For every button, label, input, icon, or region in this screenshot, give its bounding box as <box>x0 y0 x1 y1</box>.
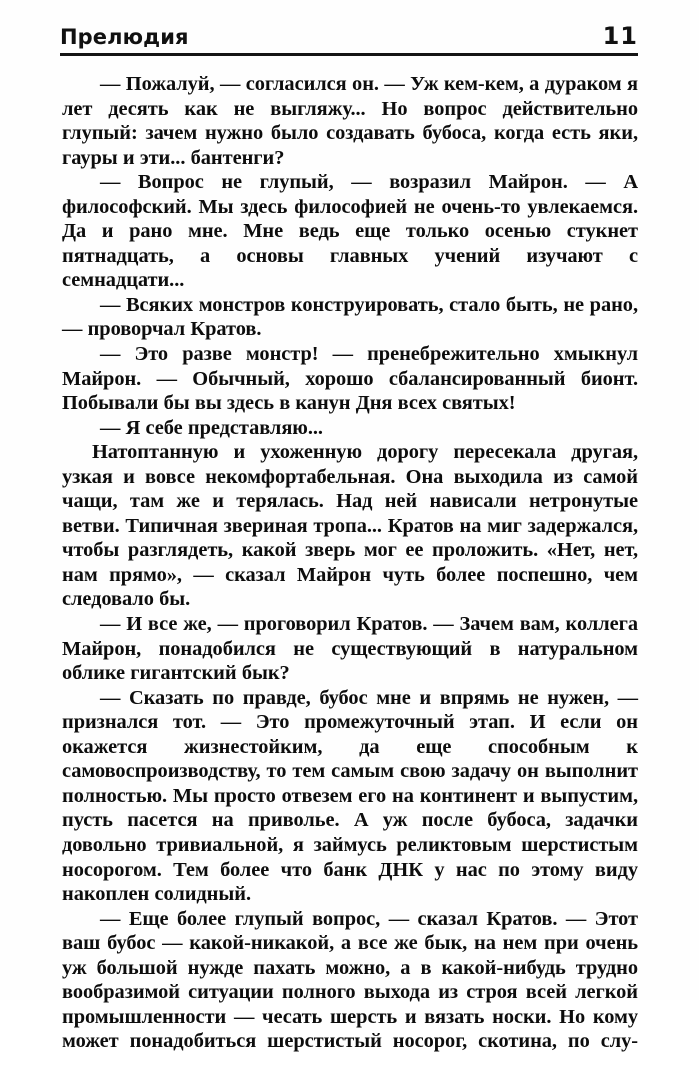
paragraph: — Еще более глупый вопрос, — сказал Кратов. — Этот ваш бубос — какой-никакой, а все же бык, на нем при очень уж большой нужде пахать можно, а в какой-нибудь трудно вообразимой ситуации полного выхода из строя всей легкой промышленности — чесать шерсть и вязать носки. Но кому может понадобиться шерстистый носорог, скотина, по слу- <box>62 907 638 1053</box>
body-text <box>62 72 638 1078</box>
paragraph: — Я себе представляю... <box>100 416 323 439</box>
paragraph: Натоптанную и ухоженную дорогу пересекала другая, узкая и вовсе некомфортабельная. Она выходила из самой чащи, там же и терялась. Над ней нависали нетронутые ветви. Типичная звериная тропа... Кратов на миг задержался, чтобы разглядеть, какой зверь мог ее проложить. «Нет, нет, нам прямо», — сказал Майрон чуть более поспешно, чем следовало бы. <box>62 441 638 611</box>
page-number: 11 <box>602 22 638 50</box>
header-rule <box>60 53 638 56</box>
paragraph: — Сказать по правде, бубос мне и впрямь не нужен, — признался тот. — Это промежуточный этап. И если он окажется жизнестойким, да еще способным к самовоспроизводству, то тем самым свою задачу он выполнит полностью. Мы просто отвезем его на континент и выпустим, пусть пасется на приволье. А уж после бубоса, задачки довольно тривиальной, я займусь реликтовым шерстистым носорогом. Тем более что банк ДНК у нас по этому виду накоплен солидный. <box>62 686 638 906</box>
paragraph: — Всяких монстров конструировать, стало быть, не рано, — проворчал Кратов. <box>62 293 638 341</box>
paragraph: — Это разве монстр! — пренебрежительно хмыкнул Майрон. — Обычный, хорошо сбалансированный бионт. Побывали бы вы здесь в канун Дня всех святых! <box>62 343 638 415</box>
paragraph: — И все же, — проговорил Кратов. — Зачем вам, коллега Майрон, понадобился не существующий в натуральном облике гигантский бык? <box>62 613 638 685</box>
paragraph: — Вопрос не глупый, — возразил Майрон. — А философский. Мы здесь философией не очень-то увлекаемся. Да и рано мне. Мне ведь еще только осенью стукнет пятнадцать, а основы главных учений изучают с семнадцати... <box>62 171 638 292</box>
paragraph: — Пожалуй, — согласился он. — Уж кем-кем, а дураком я лет десять как не выгляжу... Но вопрос действительно глупый: зачем нужно было создавать бубоса, когда есть яки, гауры и эти... бантенги? <box>62 73 638 169</box>
running-head-title: Прелюдия <box>60 25 189 49</box>
